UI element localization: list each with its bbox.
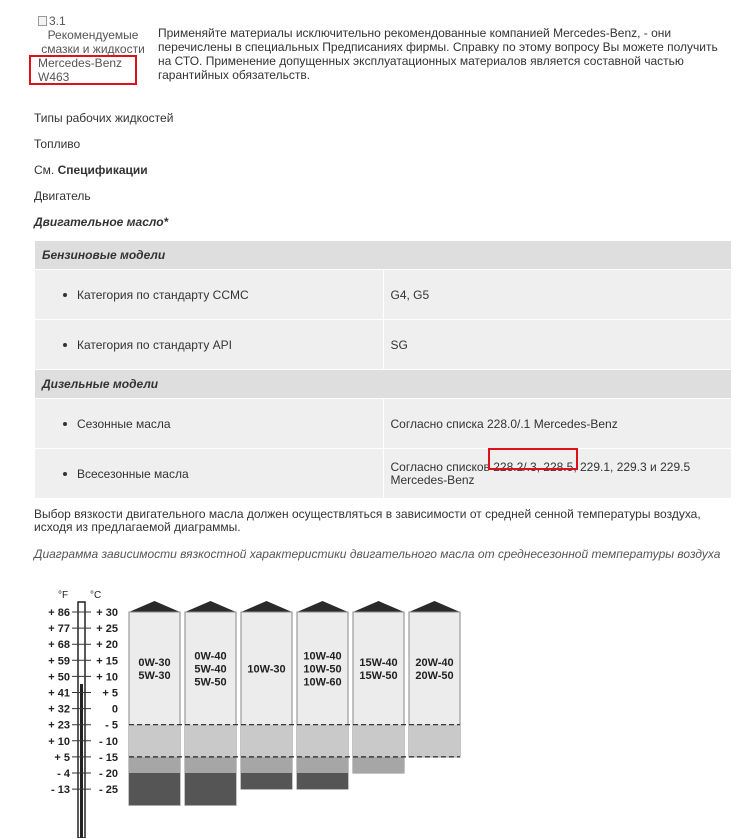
bar-shade-coldest [297, 773, 348, 789]
fahrenheit-tick-label: + 32 [48, 703, 70, 716]
celsius-tick-label: + 5 [102, 687, 118, 700]
bar-label: 5W-30 [138, 669, 171, 682]
image-alt-line: Рекомендуемые [47, 28, 139, 42]
bar-label: 0W-40 [194, 650, 227, 663]
table-cell-label [35, 320, 384, 370]
unit-fahrenheit: °F [58, 590, 69, 601]
bar-shade-coldest [241, 773, 292, 789]
bar-label: 10W-40 [303, 650, 342, 663]
specifications-link[interactable]: Спецификации [57, 163, 148, 177]
celsius-tick-label: + 10 [96, 671, 118, 684]
bullet-icon [63, 472, 67, 476]
bullet-icon [63, 343, 67, 347]
bar-arrow-top [297, 601, 348, 612]
bar-shade-coldest [185, 773, 236, 805]
bar-shade-coldest [129, 773, 180, 805]
table-row [35, 270, 732, 320]
fahrenheit-tick-label: + 77 [48, 623, 70, 636]
bar-label: 10W-30 [247, 663, 286, 676]
celsius-tick-label: + 20 [96, 639, 118, 652]
celsius-tick-label: - 25 [99, 784, 118, 797]
fluid-types-heading: Типы рабочих жидкостей [34, 111, 174, 125]
image-alt-line: смазки и жидкости [41, 42, 145, 56]
fahrenheit-tick-label: + 5 [54, 751, 70, 764]
bar-arrow-top [129, 601, 180, 612]
unit-celsius: °C [90, 590, 102, 601]
fahrenheit-tick-label: - 13 [51, 784, 70, 797]
seasonal-value: Согласно списка 228.0/.1 Mercedes-Benz [383, 399, 732, 449]
allseason-highlight: 228.2/.3, 228.5 [493, 459, 574, 474]
celsius-tick-label: + 15 [96, 655, 118, 668]
bar-label: 10W-60 [303, 676, 342, 689]
table-cell-label [35, 399, 384, 449]
engine-oil-heading: Двигательное масло* [34, 215, 169, 229]
highlight-box-spec [488, 448, 578, 470]
bar-arrow-top [353, 601, 404, 612]
bar-label: 15W-50 [359, 669, 398, 682]
fahrenheit-tick-label: + 10 [48, 735, 70, 748]
bar-arrow-top [241, 601, 292, 612]
api-label: Категория по стандарту API [77, 337, 232, 352]
bar-label: 15W-40 [359, 656, 398, 669]
celsius-tick-label: - 20 [99, 768, 118, 780]
bullet-icon [63, 293, 67, 297]
table-row [35, 399, 732, 449]
bar-label: 20W-40 [415, 656, 454, 669]
celsius-tick-label: + 25 [96, 623, 118, 636]
api-value: SG [383, 320, 732, 370]
fuel-heading: Топливо [34, 137, 81, 151]
petrol-models-header: Бензиновые модели [35, 241, 732, 270]
table-section-row [35, 370, 732, 399]
allseason-line2: Mercedes-Benz [390, 472, 475, 487]
broken-image-icon [38, 16, 47, 26]
bar-shade-cold [409, 725, 460, 757]
ccmc-label: Категория по стандарту CCMC [77, 287, 249, 302]
viscosity-paragraph: Выбор вязкости двигательного масла должен осуществляться в зависимости от средней сенной температуры воздуха, исходя из предлагаемой диаграммы. [34, 507, 701, 534]
allseason-label: Всесезонные масла [77, 466, 189, 481]
table-cell-label [35, 449, 384, 499]
image-number: 3.1 [49, 14, 66, 28]
table-cell-label [35, 270, 384, 320]
fahrenheit-tick-label: + 23 [48, 719, 70, 732]
bar-shade-colder [353, 757, 404, 773]
image-alt-line: Mercedes-Benz [38, 56, 123, 70]
celsius-tick-label: - 5 [105, 719, 118, 732]
seasonal-label: Сезонные масла [77, 416, 171, 431]
allseason-suffix: , 229.1, 229.3 и 229.5 [573, 459, 691, 474]
celsius-tick-label: - 10 [99, 735, 118, 748]
oil-spec-table [34, 240, 732, 499]
image-alt-line: W463 [38, 70, 70, 84]
diagram-caption: Диаграмма зависимости вязкостной характеристики двигательного масла от среднесезонной температуры воздуха [34, 547, 721, 561]
fahrenheit-tick-label: + 86 [48, 607, 70, 619]
celsius-tick-label: - 15 [99, 751, 118, 764]
fahrenheit-tick-label: + 68 [48, 639, 70, 652]
allseason-prefix: Согласно списков [390, 459, 490, 474]
see-specs-line [34, 163, 148, 177]
bullet-icon [63, 422, 67, 426]
ccmc-value: G4, G5 [383, 270, 732, 320]
diesel-models-header: Дизельные модели [35, 370, 732, 399]
celsius-tick-label: 0 [111, 703, 118, 716]
viscosity-diagram [34, 584, 474, 838]
bar-arrow-top [185, 601, 236, 612]
table-row [35, 320, 732, 370]
see-prefix: См. [34, 163, 55, 177]
fahrenheit-tick-label: + 41 [48, 687, 70, 700]
bar-label: 5W-40 [194, 663, 227, 676]
bar-arrow-top [409, 601, 460, 612]
bar-label: 5W-50 [194, 676, 227, 689]
engine-heading: Двигатель [34, 189, 91, 203]
fahrenheit-tick-label: + 50 [48, 671, 70, 684]
fahrenheit-tick-label: - 4 [57, 768, 70, 780]
bar-label: 20W-50 [415, 669, 454, 682]
celsius-tick-label: + 30 [96, 607, 118, 619]
highlight-box-model [29, 55, 137, 85]
table-section-row [35, 241, 732, 270]
intro-paragraph: Применяйте материалы исключительно рекомендованные компанией Mercedes-Benz, - они перечислены в специальных Предписаниях фирмы. Справку по этому вопросу Вы можете получить на СТО. Применение допущенных эксплуатационных материалов является составной частью гарантийных обязательств. [158, 26, 718, 82]
table-row [35, 449, 732, 499]
thermometer-fill [80, 684, 83, 838]
fahrenheit-tick-label: + 59 [48, 655, 70, 668]
bar-label: 0W-30 [138, 656, 171, 669]
bar-label: 10W-50 [303, 663, 342, 676]
